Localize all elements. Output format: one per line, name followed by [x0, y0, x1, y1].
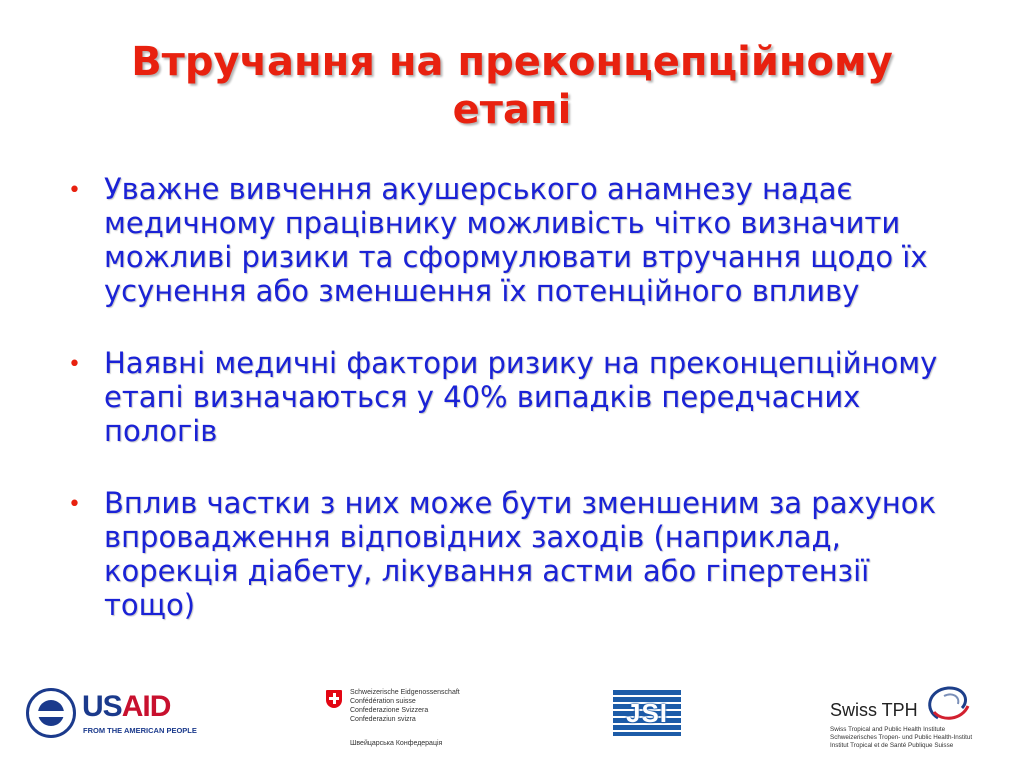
swiss-confederation-logo	[326, 688, 476, 748]
swiss-tph-swirl-icon	[918, 682, 978, 726]
swiss-tph-logo	[826, 682, 1006, 762]
swiss-name-line: Confederazione Svizzera	[350, 707, 429, 714]
swiss-flag-icon	[326, 690, 342, 708]
bullet-marker: •	[68, 492, 81, 517]
swiss-name-line: Schweizerische Eidgenossenschaft	[350, 689, 460, 696]
swiss-ukrainian-name: Швейцарська Конфедерація	[350, 740, 443, 747]
slide-title	[40, 38, 984, 134]
bullet-marker: •	[68, 352, 81, 377]
slide-title-line1: Втручання на преконцепційному	[131, 39, 893, 85]
slide-title-line2: етапі	[452, 87, 572, 133]
swiss-tph-line: Schweizerisches Tropen- und Public Health-Institut	[830, 734, 973, 741]
jsi-logo	[613, 690, 683, 738]
bullet-marker: •	[68, 178, 81, 203]
swiss-name-line: Confederaziun svizra	[350, 716, 416, 723]
bullet-item	[64, 172, 964, 308]
swiss-tph-subtitles	[830, 726, 972, 750]
bullet-text: Уважне вивчення акушерського анамнезу надає медичному працівнику можливість чітко визначити можливі ризики та сформулювати втручання щодо їх усунення або зменшення їх потенційного впливу	[104, 172, 928, 308]
swiss-tph-line: Institut Tropical et de Santé Publique Suisse	[830, 742, 954, 749]
bullet-list	[64, 172, 964, 622]
usaid-wordmark	[82, 692, 170, 722]
bullet-item	[64, 486, 964, 622]
bullet-text: Вплив частки з них може бути зменшеним за рахунок впровадження відповідних заходів (наприклад, корекція діабету, лікування астми або гіпертензії тощо)	[104, 486, 937, 622]
footer-logos	[0, 680, 1024, 768]
swiss-tph-name: Swiss TPH	[830, 700, 918, 720]
usaid-word-aid: AID	[121, 690, 171, 723]
usaid-tagline: FROM THE AMERICAN PEOPLE	[83, 726, 197, 735]
swiss-confederation-names	[350, 688, 460, 724]
swiss-name-line: Confédération suisse	[350, 698, 416, 705]
usaid-word-us: US	[82, 690, 122, 723]
bullet-item	[64, 346, 964, 448]
bullet-text: Наявні медичні фактори ризику на преконцепційному етапі визначаються у 40% випадків передчасних пологів	[104, 346, 938, 448]
usaid-logo	[26, 688, 196, 744]
swiss-tph-line: Swiss Tropical and Public Health Institute	[830, 726, 946, 733]
jsi-logo-text: JSI	[625, 698, 669, 728]
usaid-seal-icon	[26, 688, 76, 738]
